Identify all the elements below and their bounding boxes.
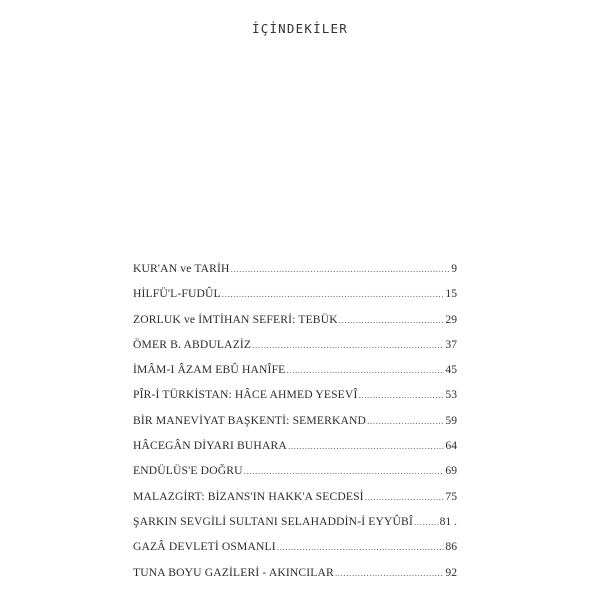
toc-entry[interactable] bbox=[133, 515, 457, 540]
table-of-contents bbox=[133, 262, 457, 591]
toc-entry[interactable] bbox=[133, 388, 457, 413]
toc-entry[interactable] bbox=[133, 464, 457, 489]
toc-entry-page: 15 bbox=[445, 287, 457, 301]
toc-entry-title: ENDÜLÜS'E DOĞRU bbox=[133, 464, 243, 478]
toc-entry-page: 29 bbox=[445, 312, 457, 326]
toc-entry-title: ÖMER B. ABDULAZİZ bbox=[133, 337, 252, 351]
dot-leader bbox=[339, 315, 445, 325]
dot-leader bbox=[231, 264, 451, 274]
toc-entry[interactable] bbox=[133, 414, 457, 439]
dot-leader bbox=[277, 542, 445, 552]
toc-entry-title: TUNA BOYU GAZİLERİ - AKINCILAR bbox=[133, 565, 334, 579]
toc-entry-title: KUR'AN ve TARİH bbox=[133, 262, 230, 275]
dot-leader bbox=[367, 416, 444, 426]
toc-entry-title: BİR MANEVİYAT BAŞKENTİ: SEMERKAND bbox=[133, 413, 367, 427]
toc-entry-title: ŞARKIN SEVGİLİ SULTANI SELAHADDİN-İ EYYÛBÎ bbox=[133, 514, 413, 528]
dot-leader bbox=[288, 441, 445, 451]
toc-entry[interactable] bbox=[133, 439, 457, 464]
toc-entry-title: PÎR-İ TÜRKİSTAN: HÂCE AHMED YESEVÎ bbox=[133, 388, 358, 402]
toc-entry-page: 69 bbox=[445, 464, 457, 478]
toc-entry-page: 75 bbox=[445, 489, 457, 503]
toc-entry[interactable] bbox=[133, 540, 457, 565]
toc-entry-title: HİLFÜ'L-FUDÛL bbox=[133, 287, 221, 301]
dot-leader bbox=[244, 466, 445, 476]
dot-leader bbox=[414, 517, 439, 527]
dot-leader bbox=[335, 568, 444, 578]
toc-entry-title: ZORLUK ve İMTİHAN SEFERİ: TEBÜK bbox=[133, 312, 338, 326]
toc-entry[interactable] bbox=[133, 262, 457, 287]
toc-entry-page: 37 bbox=[445, 337, 457, 351]
toc-entry-page: 53 bbox=[445, 388, 457, 402]
toc-entry-page: 64 bbox=[445, 439, 457, 453]
toc-entry-title: GAZÂ DEVLETİ OSMANLI bbox=[133, 540, 276, 554]
toc-entry-page: 81 . bbox=[439, 514, 457, 528]
toc-entry-title: HÂCEGÂN DİYARI BUHARA bbox=[133, 439, 287, 453]
toc-entry[interactable] bbox=[133, 287, 457, 312]
toc-entry-title: İMÂM-I ÂZAM EBÛ HANÎFE bbox=[133, 363, 286, 377]
toc-entry[interactable] bbox=[133, 490, 457, 515]
toc-entry-page: 9 bbox=[451, 262, 457, 275]
dot-leader bbox=[286, 365, 444, 375]
toc-entry-page: 45 bbox=[445, 363, 457, 377]
dot-leader bbox=[222, 289, 445, 299]
toc-entry[interactable] bbox=[133, 338, 457, 363]
toc-entry[interactable] bbox=[133, 313, 457, 338]
toc-entry-page: 59 bbox=[445, 413, 457, 427]
toc-entry[interactable] bbox=[133, 566, 457, 591]
dot-leader bbox=[252, 340, 444, 350]
toc-entry[interactable] bbox=[133, 363, 457, 388]
toc-entry-page: 86 bbox=[445, 540, 457, 554]
page-title: İÇİNDEKİLER bbox=[252, 21, 348, 36]
toc-entry-title: MALAZGİRT: BİZANS'IN HAKK'A SECDESİ bbox=[133, 489, 364, 503]
dot-leader bbox=[358, 390, 444, 400]
toc-entry-page: 92 bbox=[445, 565, 457, 579]
dot-leader bbox=[365, 492, 445, 502]
